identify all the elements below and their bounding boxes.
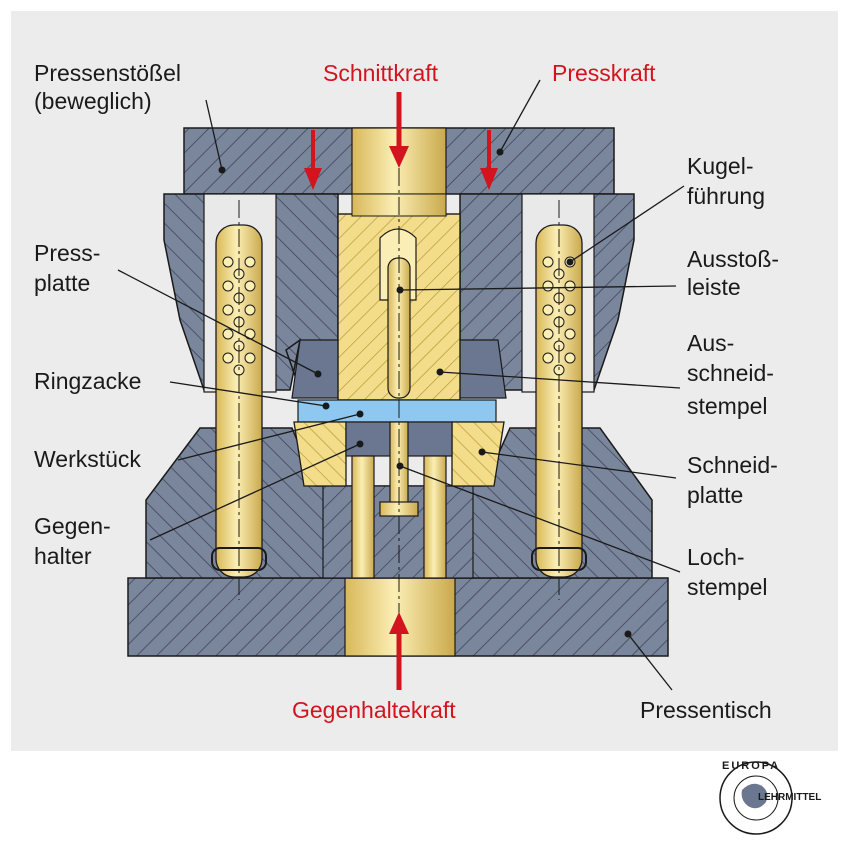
logo-side-text: LEHRMITTEL <box>758 792 822 803</box>
label-ausschneidstempel: Aus- <box>687 330 735 356</box>
label-ausschneidstempel-2: schneid- <box>687 360 774 386</box>
label-werkstueck: Werkstück <box>34 446 141 472</box>
label-pressplatte: Press- <box>34 240 101 266</box>
label-gegenhalter: Gegen- <box>34 513 111 539</box>
label-ausschneidstempel-3: stempel <box>687 393 768 419</box>
label-pressplatte-2: platte <box>34 270 91 296</box>
label-schneidplatte: Schneid- <box>687 452 778 478</box>
label-gegenhaltekraft: Gegenhaltekraft <box>292 697 456 723</box>
label-presskraft: Presskraft <box>552 60 656 86</box>
label-lochstempel-2: stempel <box>687 574 768 600</box>
label-schneidplatte-2: platte <box>687 482 744 508</box>
label-pressenstoessel: Pressenstößel <box>34 60 182 86</box>
label-kugelfuehrung: Kugel- <box>687 153 754 179</box>
label-pressenstoessel-sub: (beweglich) <box>34 88 152 114</box>
label-kugelfuehrung-2: führung <box>687 183 766 209</box>
label-ausstossleiste-2: leiste <box>687 274 741 300</box>
label-lochstempel: Loch- <box>687 544 745 570</box>
logo-top-text: EUROPA <box>722 760 781 772</box>
label-pressentisch: Pressentisch <box>640 697 772 723</box>
label-ausstossleiste: Ausstoß- <box>687 246 780 272</box>
label-ringzacke: Ringzacke <box>34 368 142 394</box>
label-gegenhalter-2: halter <box>34 543 92 569</box>
label-schnittkraft: Schnittkraft <box>323 60 439 86</box>
